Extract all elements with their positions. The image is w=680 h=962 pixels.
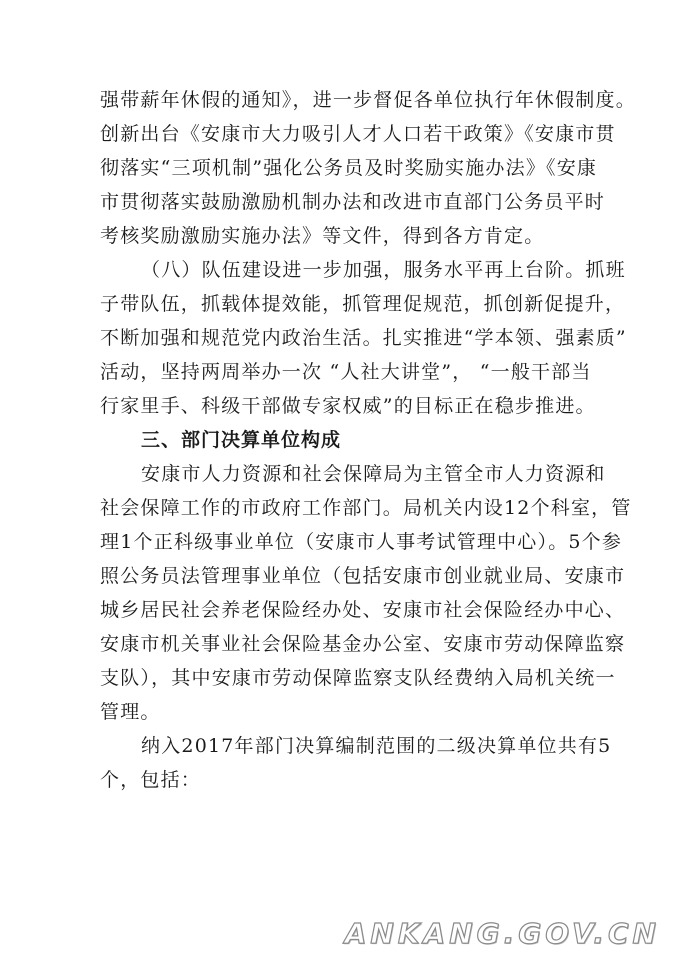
text-line: 管理。 [100,701,161,723]
text-line: 创新出台《安康市大力吸引人才人口若干政策》《安康市贯 [100,123,616,145]
text-line: 子带队伍，抓载体提效能，抓管理促规范，抓创新促提升， [100,293,626,315]
text-line: 不断加强和规范党内政治生活。扎实推进“学本领、强素质” [100,327,627,349]
text-line: 市贯彻落实鼓励激励机制办法和改进市直部门公务员平时 [100,191,606,213]
section-heading: 三、部门决算单位构成 [141,429,342,451]
text-line: 强带薪年休假的通知》，进一步督促各单位执行年休假制度。 [100,89,636,111]
text-line: 考核奖励激励实施办法》等文件，得到各方肯定。 [100,225,545,247]
paragraph-start: 安康市人力资源和社会保障局为主管全市人力资源和 [141,463,606,485]
text-line: 理1个正科级事业单位（安康市人事考试管理中心）。5个参 [100,531,623,553]
text-line: 社会保障工作的市政府工作部门。局机关内设12个科室，管 [100,497,632,519]
text-line: 安康市机关事业社会保险基金办公室、安康市劳动保障监察 [100,633,626,655]
text-line: 城乡居民社会养老保险经办处、安康市社会保险经办中心、 [100,599,626,621]
text-line: 活动，坚持两周举办一次 “人社大讲堂”， “一般干部当 [100,361,592,383]
text-line: 彻落实“三项机制”强化公务员及时奖励实施办法》《安康 [100,157,598,179]
text-line: 个，包括： [100,769,202,791]
text-line: 行家里手、科级干部做专家权威”的目标正在稳步推进。 [100,395,596,417]
paragraph-start: （八）队伍建设进一步加强，服务水平再上台阶。抓班 [141,259,626,281]
paragraph-start: 纳入2017年部门决算编制范围的二级决算单位共有5 [141,735,612,757]
text-line: 支队），其中安康市劳动保障监察支队经费纳入局机关统一 [100,667,616,689]
text-line: 照公务员法管理事业单位（包括安康市创业就业局、安康市 [100,565,626,587]
site-watermark: ANKANG.GOV.CN [344,917,660,950]
